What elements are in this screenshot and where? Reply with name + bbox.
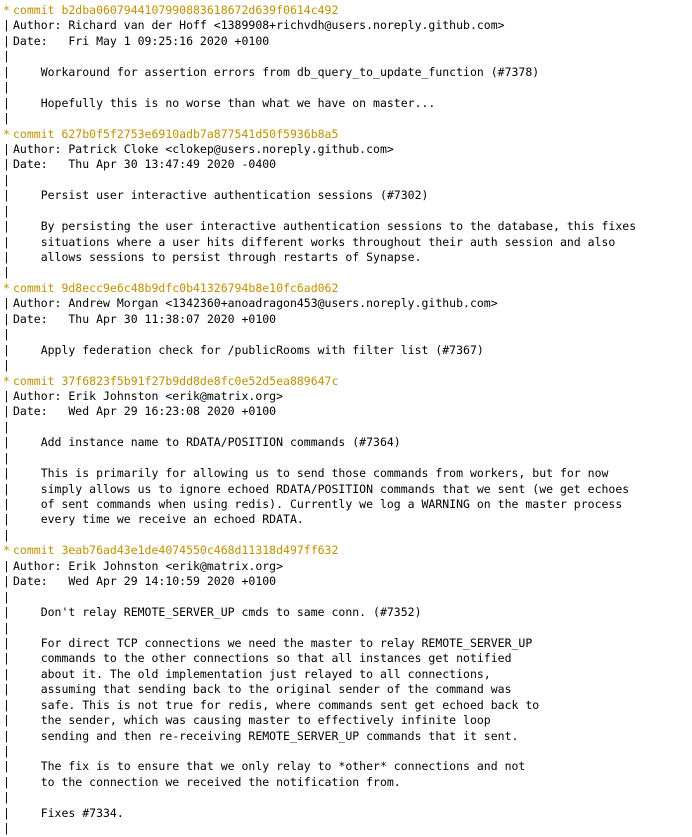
log-row bbox=[0, 636, 692, 651]
graph-line-icon: | bbox=[3, 296, 10, 311]
graph-line-icon: | bbox=[3, 666, 10, 681]
log-text: Author: Patrick Cloke <clokep@users.noreply.github.com> bbox=[13, 141, 394, 156]
graph-line-icon: | bbox=[3, 435, 10, 450]
log-row bbox=[0, 404, 692, 419]
log-row bbox=[0, 559, 692, 574]
log-text: situations where a user hits different works throughout their auth session and also bbox=[13, 234, 616, 249]
log-text: For direct TCP connections we need the master to relay REMOTE_SERVER_UP bbox=[13, 635, 533, 650]
graph-line-icon: | bbox=[3, 419, 10, 434]
log-row bbox=[0, 18, 692, 33]
graph-line-icon: | bbox=[3, 33, 10, 48]
log-text: Author: Erik Johnston <erik@matrix.org> bbox=[13, 558, 284, 573]
log-text bbox=[13, 327, 692, 342]
log-row bbox=[0, 605, 692, 620]
log-text bbox=[13, 80, 692, 95]
log-row bbox=[0, 482, 692, 497]
log-text: of sent commands when using redis). Currently we log a WARNING on the master process bbox=[13, 497, 623, 511]
graph-line-icon: | bbox=[3, 80, 10, 95]
log-row bbox=[0, 312, 692, 327]
graph-line-icon: | bbox=[3, 790, 10, 805]
graph-line-icon: | bbox=[3, 774, 10, 789]
commit-hash-line: commit b2dba0607944107990883618672d639f0614c492 bbox=[13, 3, 339, 17]
log-text: Date: Wed Apr 29 16:23:08 2020 +0100 bbox=[13, 404, 277, 419]
log-text bbox=[13, 111, 692, 126]
graph-line-icon: | bbox=[3, 342, 10, 357]
graph-line-icon: | bbox=[3, 49, 10, 64]
log-row bbox=[0, 142, 692, 157]
graph-line-icon: | bbox=[3, 558, 10, 573]
log-text: Persist user interactive authentication sessions (#7302) bbox=[13, 188, 429, 203]
log-text bbox=[13, 590, 692, 605]
log-text: simply allows us to ignore echoed RDATA/POSITION commands that we sent (we get echoes bbox=[13, 481, 630, 496]
log-row bbox=[0, 528, 692, 543]
commit-hash-line: commit 9d8ecc9e6c48b9dfc0b41326794b8e10fc6ad062 bbox=[13, 280, 339, 295]
commit-row bbox=[0, 281, 692, 296]
log-text bbox=[13, 790, 692, 805]
log-row bbox=[0, 713, 692, 728]
log-text: Add instance name to RDATA/POSITION commands (#7364) bbox=[13, 435, 401, 450]
log-text: Author: Erik Johnston <erik@matrix.org> bbox=[13, 388, 284, 403]
graph-line-icon: | bbox=[3, 744, 10, 758]
graph-line-icon: | bbox=[3, 203, 10, 218]
graph-line-icon: | bbox=[3, 620, 10, 635]
graph-node-icon: * bbox=[3, 3, 10, 17]
graph-line-icon: | bbox=[3, 95, 10, 110]
log-text: assuming that sending back to the original sender of the command was bbox=[13, 682, 512, 697]
log-text: Date: Thu Apr 30 13:47:49 2020 -0400 bbox=[13, 157, 277, 172]
graph-line-icon: | bbox=[3, 497, 10, 511]
log-row bbox=[0, 512, 692, 527]
graph-line-icon: | bbox=[3, 466, 10, 481]
log-row bbox=[0, 682, 692, 697]
log-text bbox=[13, 451, 692, 466]
log-text bbox=[13, 204, 692, 219]
log-text bbox=[13, 265, 692, 280]
graph-line-icon: | bbox=[3, 157, 10, 172]
log-text: This is primarily for allowing us to send those commands from workers, but for now bbox=[13, 466, 609, 481]
log-row bbox=[0, 420, 692, 435]
log-text: commands to the other connections so that all instances get notified bbox=[13, 651, 512, 666]
graph-line-icon: | bbox=[3, 728, 10, 743]
log-text: Don't relay REMOTE_SERVER_UP cmds to same conn. (#7352) bbox=[13, 605, 422, 620]
log-text bbox=[13, 420, 692, 435]
log-row bbox=[0, 34, 692, 49]
graph-line-icon: | bbox=[3, 635, 10, 650]
graph-line-icon: | bbox=[3, 589, 10, 604]
log-row bbox=[0, 759, 692, 774]
log-row bbox=[0, 574, 692, 589]
graph-line-icon: | bbox=[3, 682, 10, 697]
log-row bbox=[0, 590, 692, 605]
commit-hash-line: commit 627b0f5f2753e6910adb7a877541d50f5936b8a5 bbox=[13, 126, 339, 141]
log-row bbox=[0, 65, 692, 80]
log-text: Author: Richard van der Hoff <1389908+richvdh@users.noreply.github.com> bbox=[13, 18, 505, 33]
log-text: Hopefully this is no worse than what we have on master... bbox=[13, 95, 436, 110]
graph-line-icon: | bbox=[3, 327, 10, 342]
log-row bbox=[0, 173, 692, 188]
log-row bbox=[0, 343, 692, 358]
graph-line-icon: | bbox=[3, 527, 10, 542]
commit-row bbox=[0, 127, 692, 142]
graph-line-icon: | bbox=[3, 450, 10, 465]
graph-line-icon: | bbox=[3, 18, 10, 33]
graph-line-icon: | bbox=[3, 188, 10, 203]
log-text: The fix is to ensure that we only relay to *other* connections and not bbox=[13, 759, 526, 774]
log-text: about it. The old implementation just relayed to all connections, bbox=[13, 666, 491, 681]
log-row bbox=[0, 667, 692, 682]
log-row bbox=[0, 157, 692, 172]
commit-row bbox=[0, 543, 692, 558]
graph-line-icon: | bbox=[3, 388, 10, 403]
log-text: Author: Andrew Morgan <1342360+anoadragon453@users.noreply.github.com> bbox=[13, 296, 498, 311]
log-row bbox=[0, 389, 692, 404]
graph-line-icon: | bbox=[3, 651, 10, 666]
log-text: safe. This is not true for redis, where commands sent get echoed back to bbox=[13, 697, 540, 712]
log-text: Date: Wed Apr 29 14:10:59 2020 +0100 bbox=[13, 574, 277, 589]
log-row bbox=[0, 435, 692, 450]
log-text: allows sessions to persist through restarts of Synapse. bbox=[13, 250, 422, 264]
log-text bbox=[13, 173, 692, 188]
log-row bbox=[0, 466, 692, 481]
log-row bbox=[0, 204, 692, 219]
log-text bbox=[13, 528, 692, 543]
graph-line-icon: | bbox=[3, 713, 10, 728]
graph-line-icon: | bbox=[3, 481, 10, 496]
graph-line-icon: | bbox=[3, 141, 10, 156]
log-text bbox=[13, 744, 692, 759]
graph-line-icon: | bbox=[3, 219, 10, 234]
log-row bbox=[0, 806, 692, 821]
log-row bbox=[0, 80, 692, 95]
log-row bbox=[0, 790, 692, 805]
graph-line-icon: | bbox=[3, 111, 10, 126]
log-row bbox=[0, 49, 692, 64]
graph-line-icon: | bbox=[3, 759, 10, 774]
log-row bbox=[0, 188, 692, 203]
graph-node-icon: * bbox=[3, 543, 10, 558]
log-text: sending and then re-receiving REMOTE_SERVER_UP commands that it sent. bbox=[13, 728, 519, 743]
graph-line-icon: | bbox=[3, 805, 10, 820]
commit-hash-line: commit 37f6823f5b91f27b9dd8de8fc0e52d5ea889647c bbox=[13, 373, 339, 388]
log-row bbox=[0, 327, 692, 342]
graph-line-icon: | bbox=[3, 574, 10, 589]
log-text: Date: Fri May 1 09:25:16 2020 +0100 bbox=[13, 33, 270, 48]
log-text bbox=[13, 358, 692, 373]
log-text: Date: Thu Apr 30 11:38:07 2020 +0100 bbox=[13, 311, 277, 326]
graph-line-icon: | bbox=[3, 821, 10, 836]
log-text bbox=[13, 621, 692, 636]
log-row bbox=[0, 651, 692, 666]
graph-line-icon: | bbox=[3, 605, 10, 620]
log-text: By persisting the user interactive authentication sessions to the database, this fixes bbox=[13, 219, 637, 234]
log-text: the sender, which was causing master to effectively infinite loop bbox=[13, 713, 491, 728]
log-row bbox=[0, 235, 692, 250]
log-row bbox=[0, 821, 692, 836]
log-row bbox=[0, 358, 692, 373]
commit-row bbox=[0, 3, 692, 18]
log-text: Workaround for assertion errors from db_query_to_update_function (#7378) bbox=[13, 64, 540, 79]
log-row bbox=[0, 296, 692, 311]
log-row bbox=[0, 250, 692, 265]
log-text: Fixes #7334. bbox=[13, 805, 124, 820]
log-row bbox=[0, 744, 692, 759]
log-text: to the connection we received the notification from. bbox=[13, 774, 401, 789]
graph-line-icon: | bbox=[3, 512, 10, 527]
log-row bbox=[0, 775, 692, 790]
graph-line-icon: | bbox=[3, 311, 10, 326]
graph-node-icon: * bbox=[3, 280, 10, 295]
log-row bbox=[0, 219, 692, 234]
log-text: every time we receive an echoed RDATA. bbox=[13, 512, 304, 527]
log-row bbox=[0, 729, 692, 744]
log-row bbox=[0, 621, 692, 636]
log-row bbox=[0, 111, 692, 126]
log-row bbox=[0, 497, 692, 512]
graph-line-icon: | bbox=[3, 265, 10, 280]
log-row bbox=[0, 265, 692, 280]
log-text: Apply federation check for /publicRooms with filter list (#7367) bbox=[13, 342, 484, 357]
log-text bbox=[13, 49, 692, 64]
graph-line-icon: | bbox=[3, 358, 10, 373]
commit-row bbox=[0, 374, 692, 389]
log-row bbox=[0, 451, 692, 466]
log-row bbox=[0, 96, 692, 111]
log-text bbox=[13, 821, 692, 836]
graph-line-icon: | bbox=[3, 172, 10, 187]
commit-hash-line: commit 3eab76ad43e1de4074550c468d11318d497ff632 bbox=[13, 543, 339, 558]
graph-line-icon: | bbox=[3, 250, 10, 264]
graph-node-icon: * bbox=[3, 126, 10, 141]
log-row bbox=[0, 698, 692, 713]
graph-line-icon: | bbox=[3, 697, 10, 712]
graph-node-icon: * bbox=[3, 373, 10, 388]
graph-line-icon: | bbox=[3, 404, 10, 419]
graph-line-icon: | bbox=[3, 64, 10, 79]
graph-line-icon: | bbox=[3, 234, 10, 249]
